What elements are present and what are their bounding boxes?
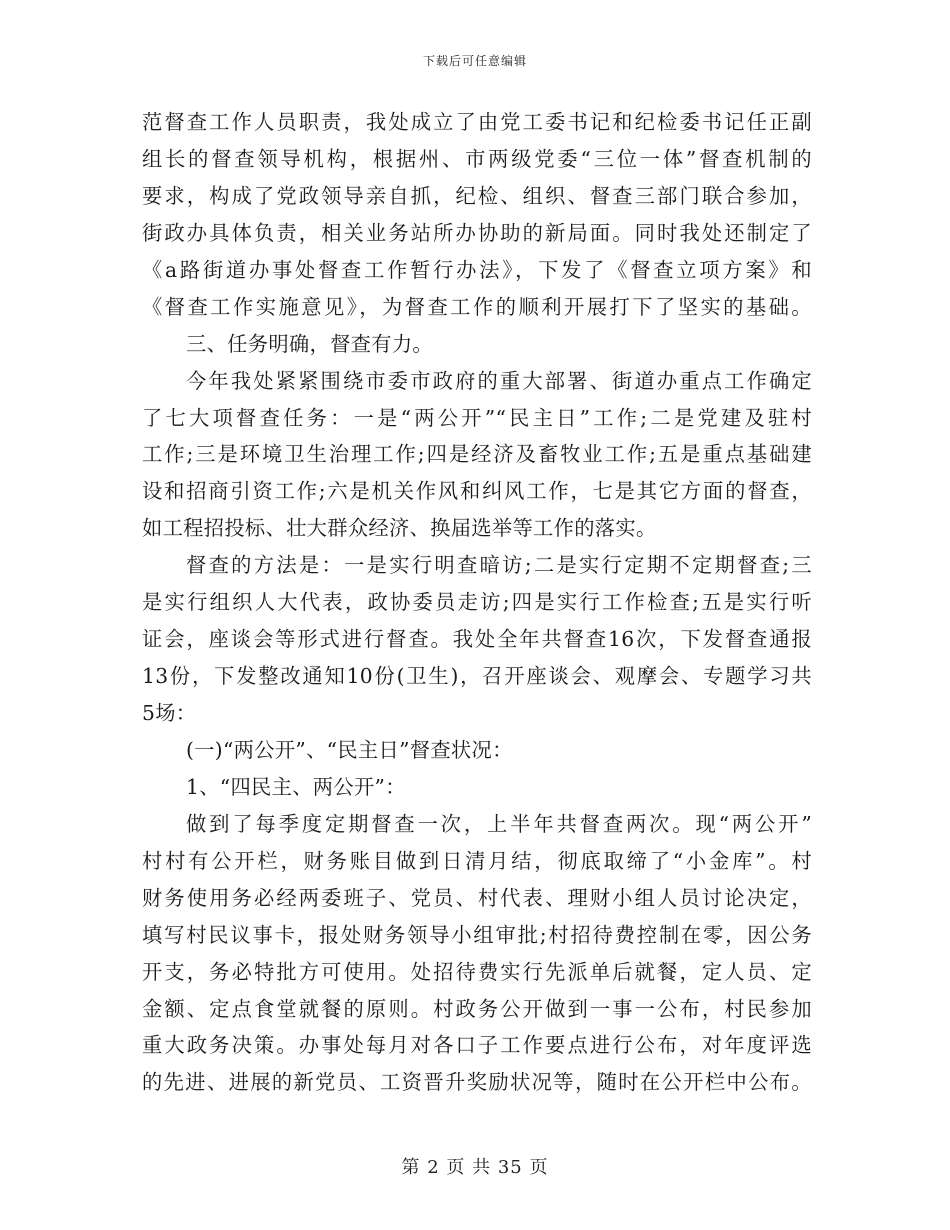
text-line: 填写村民议事卡，报处财务领导小组审批;村招待费控制在零，因公务 (142, 922, 812, 947)
text-line: 做到了每季度定期督查一次，上半年共督查两次。现“两公开” (186, 811, 812, 836)
text-line: 开支，务必特批方可使用。处招待费实行先派单后就餐，定人员、定 (142, 959, 812, 984)
subsection-heading: (一)“两公开”、“民主日”督查状况： (186, 737, 513, 762)
document-body (142, 104, 812, 1101)
text-line: 组长的督查领导机构，根据州、市两级党委“三位一体”督查机制的 (142, 146, 812, 171)
item-heading: 1、“四民主、两公开”： (186, 774, 406, 799)
text-line: 13份，下发整改通知10份(卫生)，召开座谈会、观摩会、专题学习共 (142, 664, 812, 689)
page-number: 第 2 页 共 35 页 (401, 1157, 549, 1178)
text-line: 重大政务决策。办事处每月对各口子工作要点进行公布，对年度评选 (142, 1033, 812, 1058)
text-line: 村村有公开栏，财务账目做到日清月结，彻底取缔了“小金库”。村 (142, 848, 812, 873)
text-line: 是实行组织人大代表，政协委员走访;四是实行工作检查;五是实行听 (142, 590, 812, 615)
text-line: 街政办具体负责，相关业务站所办协助的新局面。同时我处还制定了 (142, 220, 812, 245)
text-line: 5场： (142, 701, 197, 725)
text-line: 《a路街道办事处督查工作暂行办法》，下发了《督查立项方案》和 (142, 257, 812, 282)
text-line: 设和招商引资工作;六是机关作风和纠风工作，七是其它方面的督查， (142, 479, 812, 504)
text-line: 金额、定点食堂就餐的原则。村政务公开做到一事一公布，村民参加 (142, 996, 812, 1021)
text-line: 如工程招投标、壮大群众经济、换届选举等工作的落实。 (142, 516, 657, 541)
text-line: 证会，座谈会等形式进行督查。我处全年共督查16次，下发督查通报 (142, 627, 812, 652)
section-heading: 三、任务明确，督查有力。 (186, 331, 433, 356)
text-line: 督查的方法是：一是实行明查暗访;二是实行定期不定期督查;三 (186, 553, 812, 578)
text-line: 范督查工作人员职责，我处成立了由党工委书记和纪检委书记任正副 (142, 110, 812, 134)
text-line: 今年我处紧紧围绕市委市政府的重大部署、街道办重点工作确定 (186, 368, 812, 393)
text-line: 要求，构成了党政领导亲自抓，纪检、组织、督查三部门联合参加， (142, 183, 812, 208)
text-line: 了七大项督查任务：一是“两公开”“民主日”工作;二是党建及驻村 (142, 405, 812, 430)
text-line: 财务使用务必经两委班子、党员、村代表、理财小组人员讨论决定， (142, 885, 812, 910)
text-line: 工作;三是环境卫生治理工作;四是经济及畜牧业工作;五是重点基础建 (142, 442, 812, 467)
text-line: 《督查工作实施意见》，为督查工作的顺利开展打下了坚实的基础。 (142, 294, 812, 319)
text-line: 的先进、进展的新党员、工资晋升奖励状况等，随时在公开栏中公布。 (142, 1070, 812, 1095)
page-header-note: 下载后可任意编辑 (422, 54, 527, 68)
